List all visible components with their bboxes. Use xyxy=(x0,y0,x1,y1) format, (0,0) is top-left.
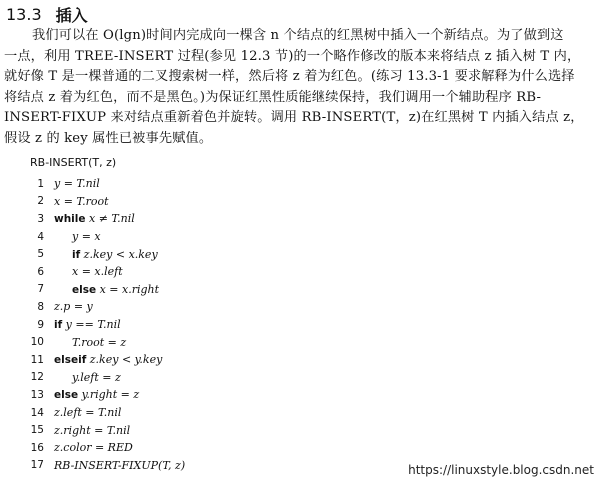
code-body xyxy=(54,195,109,208)
paragraph-line: 就好像 T 是一棵普通的二叉搜索树一样，然后将 z 着为红色。(练习 13.3-1 要求解释为什么选择 xyxy=(4,69,575,84)
code-text: RB-INSERT-FIXUP(T, z) xyxy=(54,458,186,472)
code-line xyxy=(30,228,390,246)
pseudocode-block xyxy=(30,175,390,474)
code-text: z.key < x.key xyxy=(83,247,158,261)
section-number: 13.3 xyxy=(6,4,42,24)
code-body xyxy=(54,177,100,190)
code-body xyxy=(54,300,93,313)
code-body xyxy=(54,353,162,366)
line-number: 6 xyxy=(37,265,44,278)
line-number: 11 xyxy=(30,353,44,366)
code-line xyxy=(30,421,390,439)
paragraph-line: 一点，利用 TREE-INSERT 过程(参见 12.3 节)的一个略作修改的版本来将结点 z 插入树 T 内， xyxy=(4,48,581,64)
code-keyword: if xyxy=(54,319,63,332)
watermark-url: https://linuxstyle.blog.csdn.net xyxy=(408,463,594,477)
code-keyword: else xyxy=(72,283,97,296)
code-line xyxy=(30,281,390,299)
code-line xyxy=(30,404,390,422)
code-keyword: else xyxy=(54,389,79,402)
line-number: 5 xyxy=(37,248,44,261)
code-text: x = x.left xyxy=(72,265,123,279)
line-number: 12 xyxy=(30,371,44,384)
code-body xyxy=(54,318,121,331)
code-body xyxy=(54,230,101,243)
line-number: 9 xyxy=(37,318,44,331)
code-text: x = x.right xyxy=(99,282,160,296)
code-body xyxy=(54,212,135,225)
line-number: 17 xyxy=(30,459,44,472)
code-body xyxy=(54,371,121,384)
line-number: 10 xyxy=(30,336,44,349)
line-number: 3 xyxy=(37,212,44,225)
line-number: 15 xyxy=(30,424,44,437)
code-text: z.key < y.key xyxy=(89,353,163,367)
code-text: y == T.nil xyxy=(65,318,121,332)
code-line xyxy=(30,193,390,211)
code-keyword: if xyxy=(72,248,81,261)
code-line xyxy=(30,386,390,404)
line-number: 1 xyxy=(37,177,44,190)
body-paragraph xyxy=(4,26,596,149)
paragraph-line: INSERT-FIXUP 来对结点重新着色并旋转。调用 RB-INSERT(T，z)在红黑树 T 内插入结点 z， xyxy=(4,110,584,125)
paragraph-line: 假设 z 的 key 属性已被事先赋值。 xyxy=(4,130,213,146)
code-line xyxy=(30,298,390,316)
code-text: z.right = T.nil xyxy=(54,423,131,437)
code-line xyxy=(30,333,390,351)
code-keyword: while xyxy=(54,213,86,226)
paragraph-line: 我们可以在 O(lgn)时间内完成向一棵含 n 个结点的红黑树中插入一个新结点。为了做到这 xyxy=(32,28,564,43)
code-text: z.p = y xyxy=(54,300,93,314)
code-body xyxy=(54,265,123,278)
code-line xyxy=(30,351,390,369)
paragraph-line: 将结点 z 着为红色，而不是黑色。)为保证红黑性质能继续保持，我们调用一个辅助程序 RB- xyxy=(4,89,542,105)
code-keyword: elseif xyxy=(54,354,87,367)
code-text: y.left = z xyxy=(72,370,121,384)
code-line xyxy=(30,245,390,263)
code-body xyxy=(54,248,158,261)
code-text: y = x xyxy=(72,230,101,244)
code-text: z.left = T.nil xyxy=(54,406,122,420)
code-text: y = T.nil xyxy=(54,177,100,191)
line-number: 7 xyxy=(37,283,44,296)
line-number: 16 xyxy=(30,441,44,454)
code-line xyxy=(30,175,390,193)
line-number: 2 xyxy=(37,195,44,208)
line-number: 13 xyxy=(30,388,44,401)
code-body xyxy=(54,336,126,349)
code-text: x = T.root xyxy=(54,194,109,208)
code-body xyxy=(54,406,121,419)
code-text: x ≠ T.nil xyxy=(89,212,135,226)
line-number: 8 xyxy=(37,300,44,313)
code-line xyxy=(30,457,390,475)
code-line xyxy=(30,439,390,457)
procedure-title: RB-INSERT(T, z) xyxy=(30,156,117,169)
code-line xyxy=(30,369,390,387)
code-text: z.color = RED xyxy=(54,441,133,455)
section-title: 插入 xyxy=(55,5,88,25)
code-body xyxy=(54,441,133,454)
code-line xyxy=(30,316,390,334)
code-text: y.right = z xyxy=(81,388,140,402)
line-number: 4 xyxy=(37,230,44,243)
code-line xyxy=(30,210,390,228)
code-body xyxy=(54,283,159,296)
code-text: T.root = z xyxy=(72,335,127,349)
code-line xyxy=(30,263,390,281)
line-number: 14 xyxy=(30,406,44,419)
code-body xyxy=(54,388,139,401)
section-heading xyxy=(6,4,88,24)
code-body xyxy=(54,459,185,472)
code-body xyxy=(54,424,130,437)
